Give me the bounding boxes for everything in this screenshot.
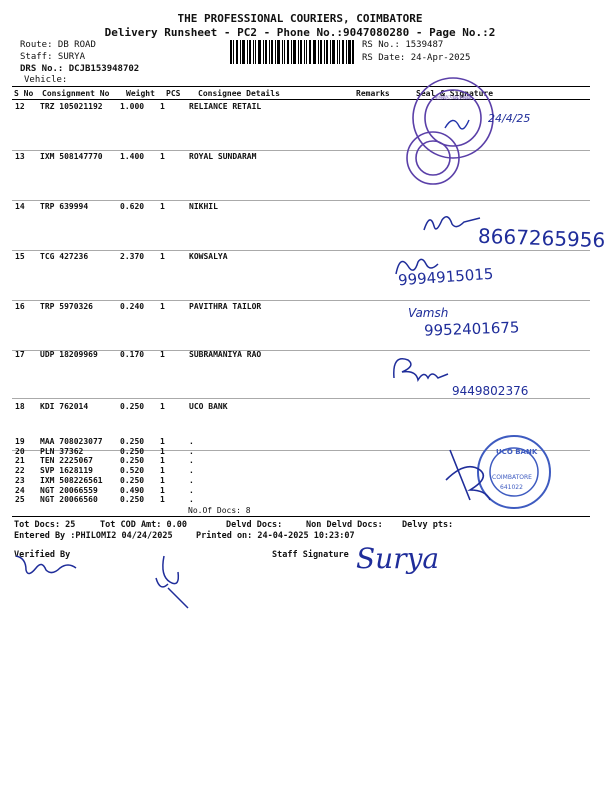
row-12-sno: 12 [15,102,25,111]
delvy-pts: Delvy pts: [402,520,454,530]
row-21-pcs: 1 [160,456,165,466]
row-22-consignee: . [189,466,194,476]
row-18-sno: 18 [15,402,25,411]
col-pcs: PCS [164,87,196,100]
row-18-pcs: 1 [160,402,165,411]
row-22-sno: 22 [15,466,25,476]
verified-signature-icon [12,552,92,582]
row-24-consignee: . [189,485,194,495]
row-22-cons: SVP 1628119 [40,466,93,476]
row-17-pcs: 1 [160,350,165,359]
row-20-sno: 20 [15,446,25,456]
company-title: THE PROFESSIONAL COURIERS, COIMBATORE [177,12,423,25]
row-19-cons: MAA 708023077 [40,437,103,446]
row-25-sno: 25 [15,495,25,505]
row-21-weight: 0.250 [120,456,145,466]
staff: Staff: SURYA [20,52,86,62]
col-seal-signature: Seal & Signature [414,87,590,100]
handwritten-name-16: Vamsh [408,306,449,320]
row-23-cons: IXM 508226561 [40,475,103,485]
row-17-cons: UDP 18209969 [40,350,98,359]
entered-by-signature-icon [150,552,200,612]
row-25-consignee: . [189,495,194,505]
uco-bank-name: UCO BANK [496,448,538,456]
staff-signature-label: Staff Signature [272,550,349,560]
row-21-consignee: . [189,456,194,466]
row-16-pcs: 1 [160,302,165,311]
row-16-cons: TRP 5970326 [40,302,93,311]
non-delvd-docs: Non Delvd Docs: [306,520,383,530]
row-17-consignee: SUBRAMANIYA RAO [189,350,262,359]
row-23-pcs: 1 [160,475,165,485]
handwritten-date: 24/4/25 [488,112,531,125]
row-24-sno: 24 [15,485,25,495]
col-consignment: Consignment No [40,87,124,100]
vehicle: Vehicle: [24,75,68,85]
row-25-pcs: 1 [160,495,165,505]
footer-divider [12,516,590,517]
row-14-consignee: NIKHIL [189,202,218,211]
row-15-cons: TCG 427236 [40,252,89,261]
row-13-consignee: ROYAL SUNDARAM [189,152,257,161]
no-of-docs: No.Of Docs: 8 [188,506,251,515]
row-17-sno: 17 [15,350,25,359]
row-14-cons: TRP 639994 [40,202,89,211]
row-24-cons: NGT 20066559 [40,485,98,495]
row-25-cons: NGT 20066560 [40,495,98,505]
row-divider [12,300,590,301]
row-13-weight: 1.400 [120,152,145,161]
row-23-consignee: . [189,475,194,485]
row-19-sno: 19 [15,437,25,446]
tot-cod-amt: Tot COD Amt: 0.00 [100,520,187,530]
row-19-pcs: 1 [160,437,165,446]
barcode [230,40,354,64]
row-18-cons: KDI 762014 [40,402,89,411]
row-21-cons: TEN 2225067 [40,456,93,466]
handwritten-phone-16: 9952401675 [423,318,520,340]
row-22-pcs: 1 [160,466,165,476]
entered-by: Entered By :PHILOMI2 04/24/2025 [14,531,173,541]
uco-bank-city: COIMBATORE [492,474,532,481]
row-16-sno: 16 [15,302,25,311]
row-12-pcs: 1 [160,102,165,111]
tot-docs: Tot Docs: 25 [14,520,76,530]
row-13-sno: 13 [15,152,25,161]
row-16-consignee: PAVITHRA TAILOR [189,302,262,311]
route: Route: DB ROAD [20,40,96,50]
runsheet-subtitle: Delivery Runsheet - PC2 - Phone No.:9047080280 - Page No.:2 [104,26,496,39]
signature-row18-icon [440,440,500,510]
handwritten-phone-17: 9449802376 [452,384,529,398]
row-12-cons: TRZ 105021192 [40,102,103,111]
row-17-weight: 0.170 [120,350,145,359]
col-sno: S No [12,87,40,100]
col-remarks: Remarks [354,87,414,100]
row-20-weight: 0.250 [120,446,145,456]
staff-signature-handwritten: Surya [356,542,440,575]
drs-no: DRS No.: DCJB153948702 [20,64,140,74]
row-19-consignee: . [189,437,194,446]
col-weight: Weight [124,87,164,100]
row-15-sno: 15 [15,252,25,261]
stamp12-text: HOLYBRANDS 25 MARAZATHRAMAN [435,95,471,102]
row-15-weight: 2.370 [120,252,145,261]
row-divider [12,200,590,201]
delvd-docs: Delvd Docs: [226,520,283,530]
uco-bank-code: 641022 [500,484,523,491]
row-18-weight: 0.250 [120,402,145,411]
handwritten-phone-14: 8667265956 [477,223,606,253]
row-19-weight: 0.250 [120,437,145,446]
row-13-cons: IXM 508147770 [40,152,103,161]
row-20-cons: PLN 37362 [40,446,84,456]
row-14-pcs: 1 [160,202,165,211]
row-25-weight: 0.250 [120,495,145,505]
row-15-consignee: KOWSALYA [189,252,228,261]
row-18-consignee: UCO BANK [189,402,228,411]
row-14-weight: 0.620 [120,202,145,211]
row-20-pcs: 1 [160,446,165,456]
row-20-consignee: . [189,446,194,456]
row-13-pcs: 1 [160,152,165,161]
row-15-pcs: 1 [160,252,165,261]
row-23-weight: 0.250 [120,475,145,485]
row-divider [12,350,590,351]
stamp-row12-icon [395,70,525,190]
row-22-weight: 0.520 [120,466,145,476]
handwritten-phone-15: 9994915015 [397,264,494,290]
row-23-sno: 23 [15,475,25,485]
row-24-weight: 0.490 [120,485,145,495]
row-16-weight: 0.240 [120,302,145,311]
row-24-pcs: 1 [160,485,165,495]
row-12-weight: 1.000 [120,102,145,111]
row-14-sno: 14 [15,202,25,211]
signature-row17-icon [388,348,458,388]
rs-no: RS No.: 1539487 [362,40,444,50]
rs-date: RS Date: 24-Apr-2025 [362,53,471,63]
col-consignee: Consignee Details [196,87,354,100]
row-divider [12,398,590,399]
row-12-consignee: RELIANCE RETAIL [189,102,262,111]
verified-by: Verified By [14,550,71,560]
row-21-sno: 21 [15,456,25,466]
printed-on: Printed on: 24-04-2025 10:23:07 [196,531,355,541]
row-divider [12,250,590,251]
